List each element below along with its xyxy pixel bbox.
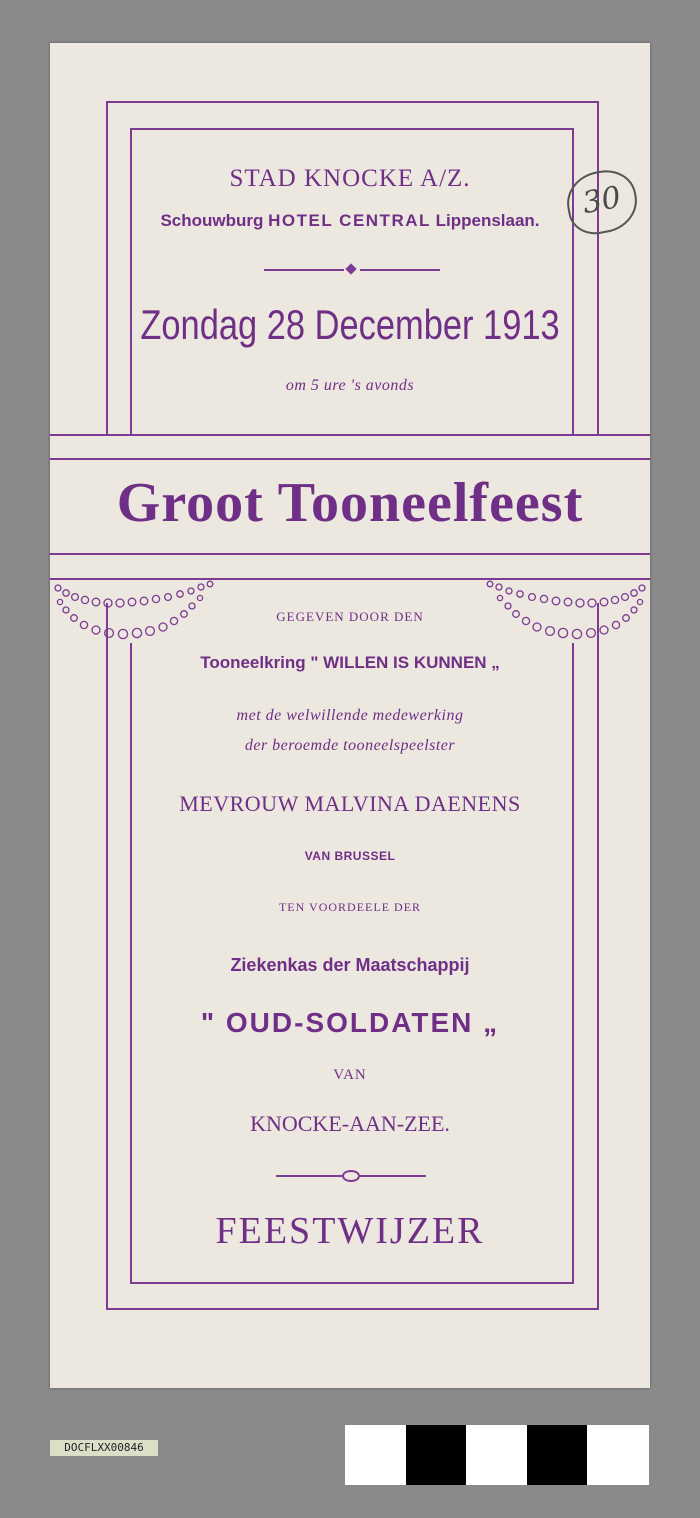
archive-id-label: DOCFLXX00846 [50,1440,158,1456]
calibration-bar [345,1425,649,1485]
origin: VAN BRUSSEL [304,849,396,863]
event-date: Zondag 28 December 1913 [140,301,560,348]
banner-line-top-2 [50,458,650,460]
fund-name: Ziekenkas der Maatschappij [230,955,470,975]
venue-suffix: Lippenslaan. [430,211,540,230]
top-divider-left [264,269,344,271]
cooperation-line-1: met de welwillende medewerking [236,707,464,724]
top-divider-right [360,269,440,271]
actress-name: MEVROUW MALVINA DAENENS [179,791,521,816]
bottom-divider-left [276,1175,342,1177]
bottom-divider-ornament [342,1170,360,1182]
benefit-line: TEN VOORDEELE DER [278,900,422,914]
calibration-block-2 [527,1425,587,1485]
place-name: KNOCKE-AAN-ZEE. [250,1111,450,1136]
given-by: GEGEVEN DOOR DEN [276,609,424,624]
venue-prefix: Schouwburg [160,211,269,230]
society-name: " OUD-SOLDATEN „ [200,1007,500,1038]
program-sheet [50,43,650,1388]
banner-title: Groot Tooneelfeest [116,472,584,534]
bottom-divider-right [360,1175,426,1177]
calibration-block-1 [406,1425,466,1485]
venue-name: HOTEL CENTRAL [268,211,431,230]
handwritten-number: 30 [562,165,642,238]
venue-line [50,211,650,231]
banner-line-bottom-1 [50,553,650,555]
troupe-name: Tooneelkring " WILLEN IS KUNNEN „ [200,653,500,672]
event-time: om 5 ure 's avonds [285,377,415,394]
city-title: STAD KNOCKE A/Z. [229,165,471,192]
programme-title: FEESTWIJZER [215,1210,485,1252]
banner-line-top-1 [50,434,650,436]
van-line: VAN [333,1067,367,1083]
cooperation-line-2: der beroemde tooneelspeelster [244,737,456,754]
